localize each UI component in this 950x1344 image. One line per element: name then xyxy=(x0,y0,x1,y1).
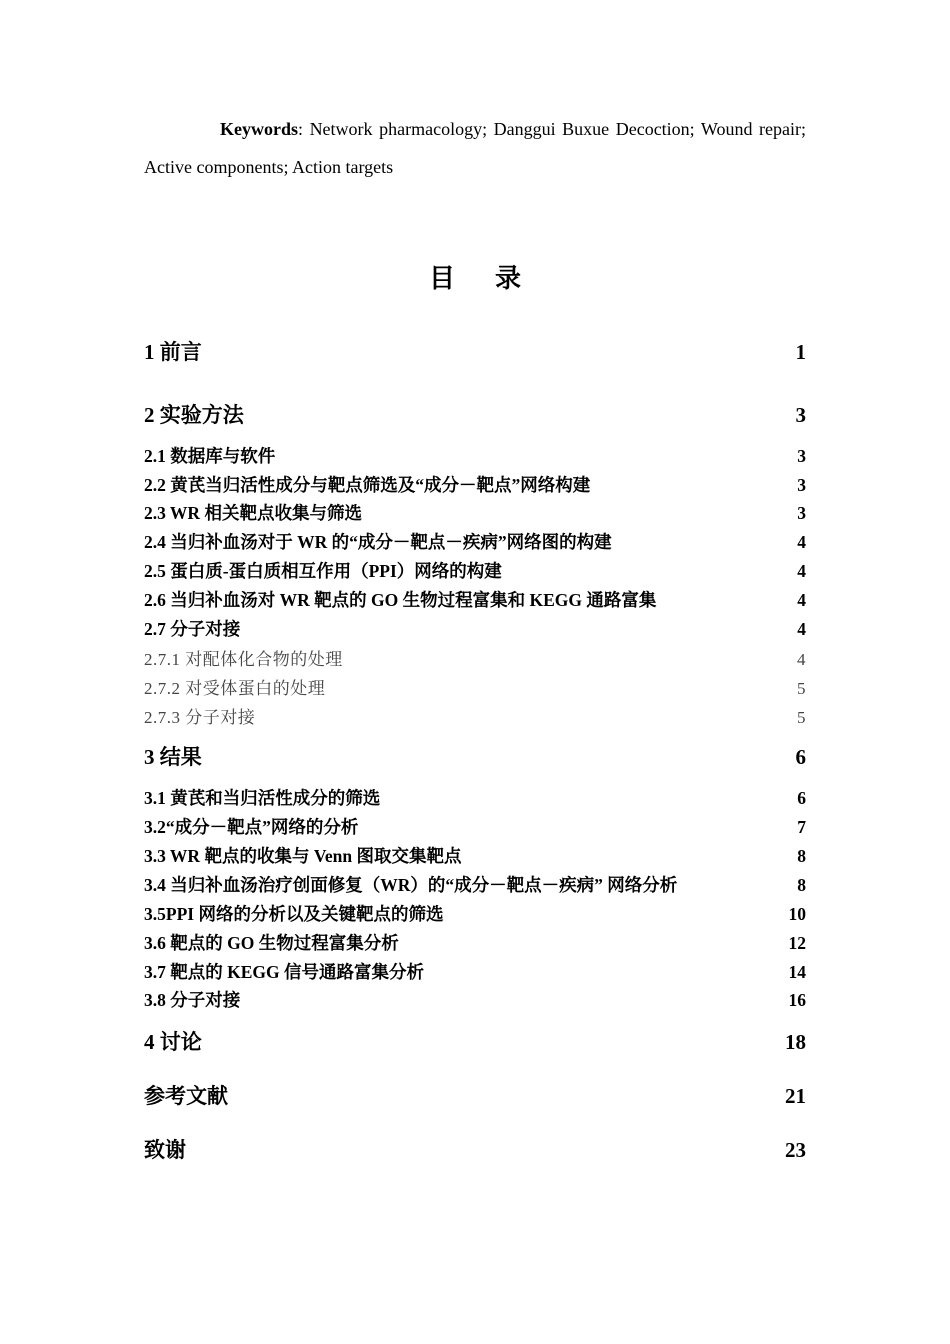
toc-entry-page: 3 xyxy=(797,475,806,495)
keywords-text: Network pharmacology; Danggui Buxue Decoction; Wound repair; Active components; Action targets xyxy=(144,119,806,177)
toc-entry-page: 3 xyxy=(797,446,806,466)
toc-entry-page: 5 xyxy=(797,679,806,698)
toc-entry-label: 2.7.2 对受体蛋白的处理 xyxy=(144,679,326,698)
toc-entry-page: 21 xyxy=(785,1084,806,1108)
toc-entry[interactable] xyxy=(144,987,806,1013)
toc-entry-page: 3 xyxy=(795,403,806,427)
toc-entry-page: 4 xyxy=(797,650,806,669)
toc-entry-page: 4 xyxy=(797,561,806,581)
keywords-label: Keywords xyxy=(220,119,298,139)
toc-entry[interactable] xyxy=(144,616,806,642)
toc-entry[interactable] xyxy=(144,703,806,729)
toc-entry-label: 3.4 当归补血汤治疗创面修复（WR）的“成分－靶点－疾病” 网络分析 xyxy=(144,875,678,895)
toc-entry[interactable] xyxy=(144,645,806,671)
toc-entry-label: 2.7 分子对接 xyxy=(144,619,241,639)
toc-entry-label: 2.6 当归补血汤对 WR 靶点的 GO 生物过程富集和 KEGG 通路富集 xyxy=(144,590,657,610)
toc-entry[interactable] xyxy=(144,472,806,498)
toc-entry-label: 2.3 WR 相关靶点收集与筛选 xyxy=(144,503,362,523)
toc-entry-label: 参考文献 xyxy=(144,1084,228,1108)
toc-entry[interactable] xyxy=(144,1134,806,1164)
keywords-paragraph xyxy=(144,110,806,186)
keywords-separator: : xyxy=(298,119,310,139)
toc-entry[interactable] xyxy=(144,959,806,985)
toc-entry-label: 3.2“成分－靶点”网络的分析 xyxy=(144,817,359,837)
toc-entry-label: 2.2 黄芪当归活性成分与靶点筛选及“成分－靶点”网络构建 xyxy=(144,475,591,495)
toc-entry-page: 6 xyxy=(795,745,806,769)
toc-entry-page: 14 xyxy=(788,962,806,982)
toc-entry-label: 3.5PPI 网络的分析以及关键靶点的筛选 xyxy=(144,904,444,924)
toc-entry-page: 3 xyxy=(797,503,806,523)
toc-entry[interactable] xyxy=(144,529,806,555)
toc-entry-page: 6 xyxy=(797,788,806,808)
toc-entry[interactable] xyxy=(144,843,806,869)
toc-entry-page: 4 xyxy=(797,590,806,610)
toc-entry-label: 3 结果 xyxy=(144,745,202,769)
toc-entry-page: 16 xyxy=(788,990,806,1010)
toc-title: 目录 xyxy=(428,264,561,293)
toc-entry-label: 3.3 WR 靶点的收集与 Venn 图取交集靶点 xyxy=(144,846,462,866)
toc-entry-page: 7 xyxy=(797,817,806,837)
toc-entry-page: 23 xyxy=(785,1138,806,1162)
toc-entry-page: 12 xyxy=(788,933,806,953)
toc-entry-page: 18 xyxy=(785,1030,806,1054)
toc-entry[interactable] xyxy=(144,930,806,956)
toc-entry[interactable] xyxy=(144,814,806,840)
toc-entry[interactable] xyxy=(144,500,806,526)
toc-entry[interactable] xyxy=(144,872,806,898)
toc-entry-page: 5 xyxy=(797,708,806,727)
toc-entry-label: 3.8 分子对接 xyxy=(144,990,241,1010)
toc-entry[interactable] xyxy=(144,785,806,811)
toc-entry[interactable] xyxy=(144,1026,806,1056)
toc-entry-label: 3.1 黄芪和当归活性成分的筛选 xyxy=(144,788,381,808)
toc-entry-label: 2.1 数据库与软件 xyxy=(144,446,276,466)
toc-entry[interactable] xyxy=(144,674,806,700)
toc-entry-label: 致谢 xyxy=(144,1138,186,1162)
toc-entry[interactable] xyxy=(144,587,806,613)
toc-entry[interactable] xyxy=(144,1080,806,1110)
toc-entry[interactable] xyxy=(144,741,806,771)
toc-entry-label: 2 实验方法 xyxy=(144,403,244,427)
toc-entry-label: 2.5 蛋白质-蛋白质相互作用（PPI）网络的构建 xyxy=(144,561,502,581)
toc-entry-page: 4 xyxy=(797,619,806,639)
toc-entry-label: 1 前言 xyxy=(144,340,202,364)
toc-entry-page: 10 xyxy=(788,904,806,924)
toc-entry-label: 3.7 靶点的 KEGG 信号通路富集分析 xyxy=(144,962,425,982)
toc-entry[interactable] xyxy=(144,399,806,429)
toc-entry-label: 3.6 靶点的 GO 生物过程富集分析 xyxy=(144,933,399,953)
toc-entry[interactable] xyxy=(144,901,806,927)
toc-entry-label: 2.7.1 对配体化合物的处理 xyxy=(144,650,343,669)
toc-entry[interactable] xyxy=(144,336,806,366)
toc-entry-label: 2.7.3 分子对接 xyxy=(144,708,256,727)
toc-entry-label: 4 讨论 xyxy=(144,1030,202,1054)
toc-entry[interactable] xyxy=(144,443,806,469)
toc-entry-page: 4 xyxy=(797,532,806,552)
toc-entry-page: 1 xyxy=(795,340,806,364)
toc-entry-page: 8 xyxy=(797,846,806,866)
toc-entry[interactable] xyxy=(144,558,806,584)
toc-entry-label: 2.4 当归补血汤对于 WR 的“成分－靶点－疾病”网络图的构建 xyxy=(144,532,612,552)
toc-entry-page: 8 xyxy=(797,875,806,895)
